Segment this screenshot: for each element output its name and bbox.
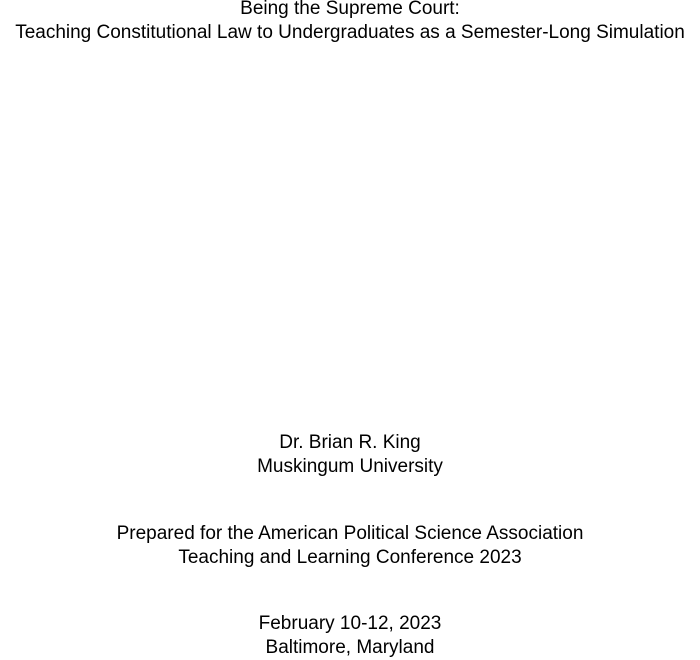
- title-line-1: Being the Supreme Court:: [240, 0, 460, 19]
- conference-location: Baltimore, Maryland: [265, 637, 435, 658]
- title-line-2: Teaching Constitutional Law to Undergraduates as a Semester-Long Simulation: [15, 22, 685, 43]
- author-name: Dr. Brian R. King: [279, 432, 421, 453]
- conference-date: February 10-12, 2023: [258, 613, 442, 634]
- prepared-for-line-1: Prepared for the American Political Science Association: [116, 523, 584, 544]
- prepared-for-line-2: Teaching and Learning Conference 2023: [178, 547, 522, 568]
- author-affiliation: Muskingum University: [257, 456, 443, 477]
